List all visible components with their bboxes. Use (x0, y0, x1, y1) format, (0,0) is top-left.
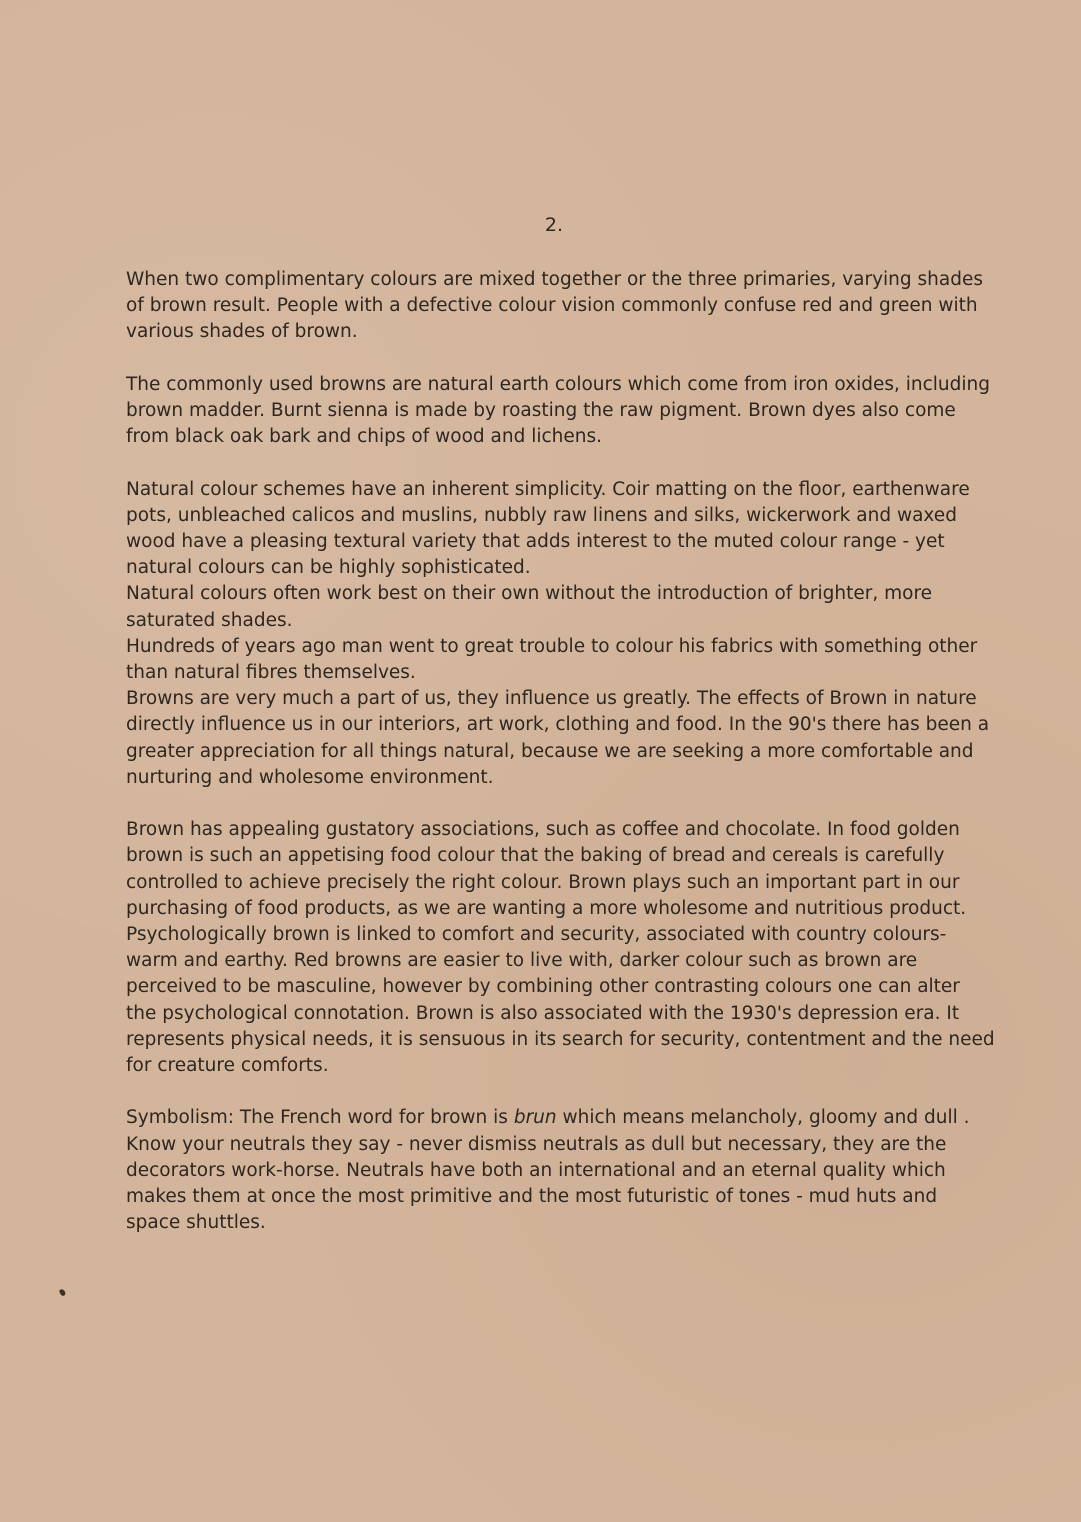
paragraph-neutrals: Know your neutrals they say - never dismiss neutrals as dull but necessary, they are the decorators work-horse. Neutrals have both an international and an eternal quality which makes them at once the most primitive and the most futuristic of tones - mud huts and space shuttles. (126, 1133, 947, 1234)
symbolism-text-after: which means melancholy, gloomy and dull . (556, 1107, 970, 1129)
body-text (126, 267, 996, 1236)
paragraph-natural-schemes: Natural colour schemes have an inherent simplicity. Coir matting on the floor, earthenware pots, unbleached calicos and muslins, nubbly raw linens and silks, wickerwork and waxed wood have a pleasing textural variety that adds interest to the muted colour range - yet natural colours can be highly sophisticated. (126, 478, 970, 579)
paragraph-gustatory: Brown has appealing gustatory associations, such as coffee and chocolate. In food golden brown is such an appetising food colour that the baking of bread and cereals is carefully controlled to achieve precisely the right colour. Brown plays such an important part in our purchasing of food products, as we are wanting a more wholesome and nutritious product. (126, 819, 967, 919)
symbolism-text-before: Symbolism: The French word for brown is (126, 1107, 514, 1129)
paragraph-earth-colours: The commonly used browns are natural earth colours which come from iron oxides, including brown madder. Burnt sienna is made by roasting the raw pigment. Brown dyes also come from black oak bark and chips of wood and lichens. (126, 373, 990, 448)
paragraph-natural-colours-alone: Natural colours often work best on their own without the introduction of brighter, more saturated shades. (126, 583, 933, 631)
paragraph-complementary-colours: When two complimentary colours are mixed together or the three primaries, varying shades of brown result. People with a defective colour vision commonly confuse red and green with various shades of brown. (126, 269, 983, 343)
ink-speck (59, 1288, 67, 1297)
paragraph-browns-influence: Browns are very much a part of us, they influence us greatly. The effects of Brown in nature directly influence us in our interiors, art work, clothing and food. In the 90's there has been a greater appreciation for all things natural, because we are seeking a more comfortable and nurturing and wholesome environment. (126, 688, 990, 788)
paragraph-fabrics-history: Hundreds of years ago man went to great trouble to colour his fabrics with something other than natural fibres themselves. (126, 635, 978, 684)
paragraph-psychology: Psychologically brown is linked to comfort and security, associated with country colours- warm and earthy. Red browns are easier to live with, darker colour such as brown are perceived to be masculine, however by combining other contrasting colours one can alter the psychological connotation. Brown is also associated with the 1930's depression era. It represents physical needs, it is sensuous in its search for security, contentment and the need for creature comforts. (126, 924, 995, 1077)
paragraph-symbolism (126, 1105, 996, 1131)
page-number: 2. (544, 214, 564, 236)
symbolism-emphasis: brun (513, 1107, 557, 1129)
